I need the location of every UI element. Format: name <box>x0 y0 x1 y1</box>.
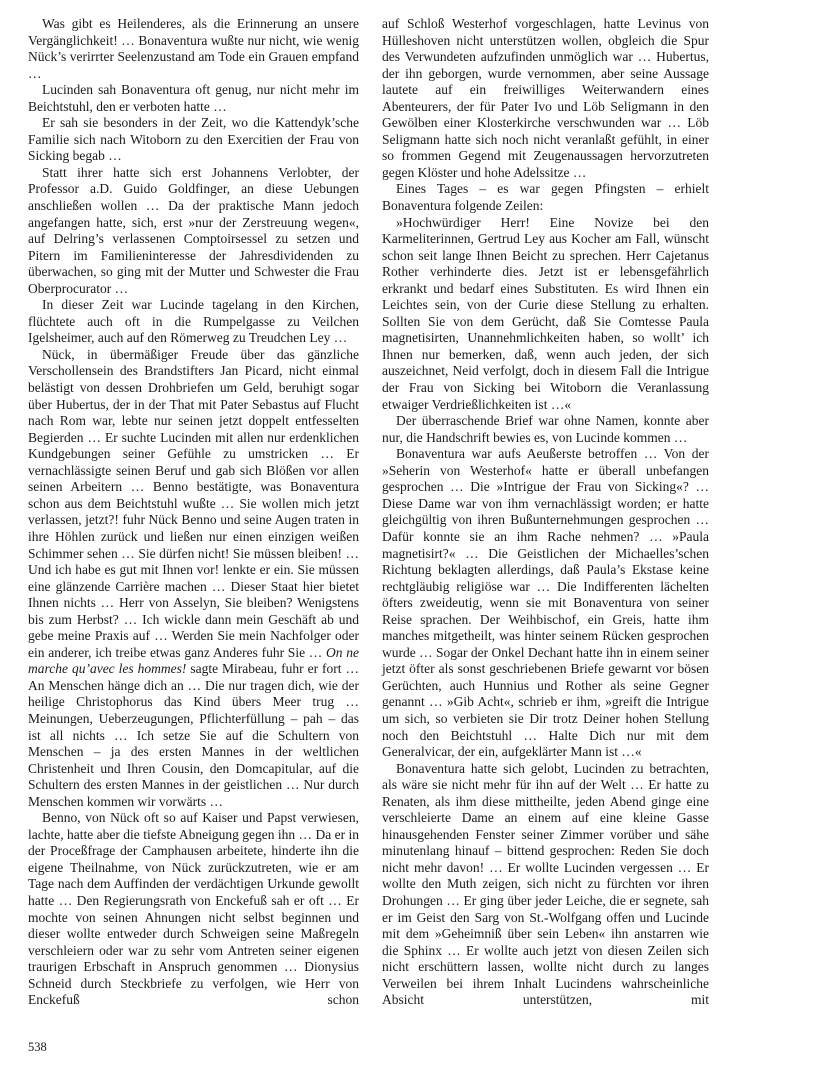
paragraph: In dieser Zeit war Lucinde tagelang in den Kirchen, flüchtete auch oft in die Rumpelgasse zu Veilchen Igelsheimer, auch auf den Römerweg zu Treudchen Ley … <box>28 297 359 346</box>
paragraph: Statt ihrer hatte sich erst Johannens Verlobter, der Professor a.D. Guido Goldfinger, an diese Uebungen anschließen wollen … Da der praktische Mann jedoch angefangen hatte, sich, erst »nur der Zerstreuung wegen«, auf Delring’s verlassenen Comptoirsessel zu setzen und Pitern im Familieninteresse der Jahresdividenden zu überwachen, so ging mit der Mutter und Schwester die Frau Oberprocurator … <box>28 164 359 296</box>
paragraph-text: sagte Mirabeau, fuhr er fort … An Menschen hänge dich an … Die nur tragen dich, wie der heilige Christophorus das Kind übers Meer trug … Meinungen, Ueberzeugungen, Pflichterfüllung – pah – das ist all nichts … Ich setze Sie auf die Schultern von Menschen – ja des ersten Mannes in der weltlichen Christenheit und Ihren Cousin, den Domcapitular, auf die Schultern des ersten Mannes in der geistlichen … Nur durch Menschen kommen wir vorwärts … <box>28 661 359 809</box>
paragraph: Der überraschende Brief war ohne Namen, konnte aber nur, die Handschrift bewies es, von Lucinde kommen … <box>382 413 709 445</box>
page-number: 538 <box>28 1040 47 1054</box>
paragraph: Bonaventura hatte sich gelobt, Lucinden zu betrachten, als wäre sie nicht mehr für ihn auf der Welt … Er hatte zu Renaten, als ihm diese mittheilte, jeden Abend ginge eine verschleierte Dame an einem auf eine kleine Gasse hinausgehenden Fenster seiner Zimmer vorüber und sähe minutenlang hinauf – bittend gesprochen: Reden Sie doch nicht mehr davon! … Er wollte Lucinden vergessen … Er wollte den Muth zeigen, sich nicht zu fürchten vor ihren Drohungen … Er ging über jeder Leiche, die er segnete, sah er im Geist den Sarg von St.-Wolfgang offen und Lucinde mit dem »Geheimniß über sein Leben« ihn anstarren wie die Sphinx … Er wollte auch jetzt von diesen Zeilen sich nicht erschüttern lassen, wollte nicht durch zu langes Verweilen bei ihrem Inhalt Lucindens wahrscheinliche Absicht unterstützen, mit <box>382 760 709 1008</box>
left-column <box>28 16 359 1009</box>
paragraph: »Hochwürdiger Herr! Eine Novize bei den Karmeliterinnen, Gertrud Ley aus Kocher am Fall, wünscht schon seit lange Ihnen Beicht zu sprechen. Herr Cajetanus Rother verhinderte dies. Jetzt ist er lebensgefährlich erkrankt und bedarf eines Substituten. Es wird Ihnen ein Leichtes sein, von der Curie diese Stellung zu erhalten. Sollten Sie von dem Gerücht, daß Sie Comtesse Paula magnetisirten, Unannehmlichkeiten haben, so wollt’ ich Ihnen nur bemerken, daß, wenn auch jeden, der sich auszeichnet, Neid verfolgt, doch in diesem Fall die Intrigue der Frau von Sicking bei Witoborn die Veranlassung etwaiger Verdrießlichkeiten ist …« <box>382 214 709 412</box>
french-quote: On ne marche qu’avec les hommes! <box>28 644 360 677</box>
paragraph: auf Schloß Westerhof vorgeschlagen, hatte Levinus von Hülleshoven nicht unterstützen wollen, obgleich die Spur des Verwundeten aufzufinden unmöglich war … Hubertus, der ihn geborgen, wurde vernommen, aber seine Aussage lautete auf ein freiwilliges Weiterwandern eines Abenteurers, der für Pater Ivo und Löb Seligmann in den Gewölben einer Klosterkirche verschwunden war … Löb Seligmann hatte sich noch nicht veranlaßt gefühlt, in einer so frommen Gegend mit Zeugenaussagen hervorzutreten gegen Klöster und hohe Adelssitze … <box>382 16 709 180</box>
paragraph-text: Nück, in übermäßiger Freude über das gänzliche Verschollensein des Brandstifters Jan Picard, nicht einmal belästigt von dessen Drohbriefen um Geld, beruhigt sogar über Hubertus, der in der That mit Pater Sebastus auf Flucht nach Rom war, lebte nur seinen jetzt doppelt entfesselten Begierden … Er suchte Lucinden mit allen nur erdenklichen Kundgebungen seiner Gefühle zu umstricken … Er vernachlässigte seinen Beruf und gab sich Blößen vor allen seinen Arbeitern … Benno bestätigte, was Bonaventura schon aus dem Beichtstuhl wußte … Sie wollen mich jetzt verlassen, jetzt?! fuhr Nück Benno und seine Augen traten in ihre Höhlen zurück und ließen nur einen einzigen weißen Schimmer sehen … Sie dürfen nicht! Sie müssen bleiben! … Und ich habe es gut mit Ihnen vor! lenkte er ein. Sie müssen eine glänzende Carrière machen … Dieser Staat hier bietet Ihnen nichts … Herr von Asselyn, Sie bleiben? Wenigstens bis zum Herbst? … Ich wickle dann mein Geschäft ab und gebe meine Praxis auf … Werden Sie mein Nachfolger oder ein anderer, ich treibe etwas ganz Anderes fuhr Sie … <box>28 346 359 660</box>
paragraph: Benno, von Nück oft so auf Kaiser und Papst verwiesen, lachte, hatte aber die tiefste Abneigung gegen ihn … Da er in der Proceßfrage der Camphausen arbeitete, hinderte ihn die eigene Theilnahme, von Nück zurückzutreten, wie er am Tage nach dem Auffinden der verdächtigen Urkunde gewollt hatte … Den Regierungsrath von Enckefuß sah er oft … Er mochte von seinen Ahnungen nicht selbst beginnen und dieser wollte entweder durch Schweigen seine Maßregeln verschleiern oder war zu sehr vom Antreten seiner eigenen traurigen Erbschaft in Anspruch genommen … Dionysius Schneid durch Steckbriefe zu verfolgen, wie Herr von Enckefuß schon <box>28 810 359 1008</box>
paragraph <box>28 347 359 810</box>
paragraph: Was gibt es Heilenderes, als die Erinnerung an unsere Vergänglichkeit! … Bonaventura wußte nur nicht, wie wenig Nück’s verirrter Seelenzustand am Tode ein Grauen empfand … <box>28 16 359 81</box>
paragraph: Lucinden sah Bonaventura oft genug, nur nicht mehr im Beichtstuhl, den er verboten hatte … <box>28 82 359 114</box>
right-column <box>382 16 709 1009</box>
paragraph: Er sah sie besonders in der Zeit, wo die Kattendyk’sche Familie sich nach Witoborn zu den Exercitien der Frau von Sicking begab … <box>28 115 359 164</box>
paragraph: Bonaventura war aufs Aeußerste betroffen … Von der »Seherin von Westerhof« hatte er überall unbefangen gesprochen … Die »Intrigue der Frau von Sicking«? … Diese Dame war von ihm vernachlässigt worden; er hatte gleichgültig von ihren Bußunternehmungen gesprochen … Dafür konnte sie an ihm Rache nehmen? … »Paula magnetisirt?« … Die Geistlichen der Michaelles’schen Richtung beklagten allerdings, daß Paula’s Ekstase keine rechtgläubig religiöse war … Die Indifferenten lächelten öfters zweideutig, wenn sie mit Bonaventura von seiner Reise sprachen. Der Weihbischof, ein Greis, hatte ihm manches mitgetheilt, was hinter seinem Rücken gesprochen wurde … Sogar der Onkel Dechant hatte ihn in einem seiner jetzt öfter als sonst geschriebenen Briefe gewarnt vor bösen Gerüchten, auch Hunnius und Rother als seine Gegner genannt … »Gib Acht«, schrieb er ihm, »greift die Intrigue um sich, so verbieten sie Dir trotz Deiner hohen Stellung noch den Beichtstuhl … Halte Dich nur mit dem Generalvicar, der ein, aufgeklärter Mann ist …« <box>382 446 709 760</box>
paragraph: Eines Tages – es war gegen Pfingsten – erhielt Bonaventura folgende Zeilen: <box>382 181 709 214</box>
